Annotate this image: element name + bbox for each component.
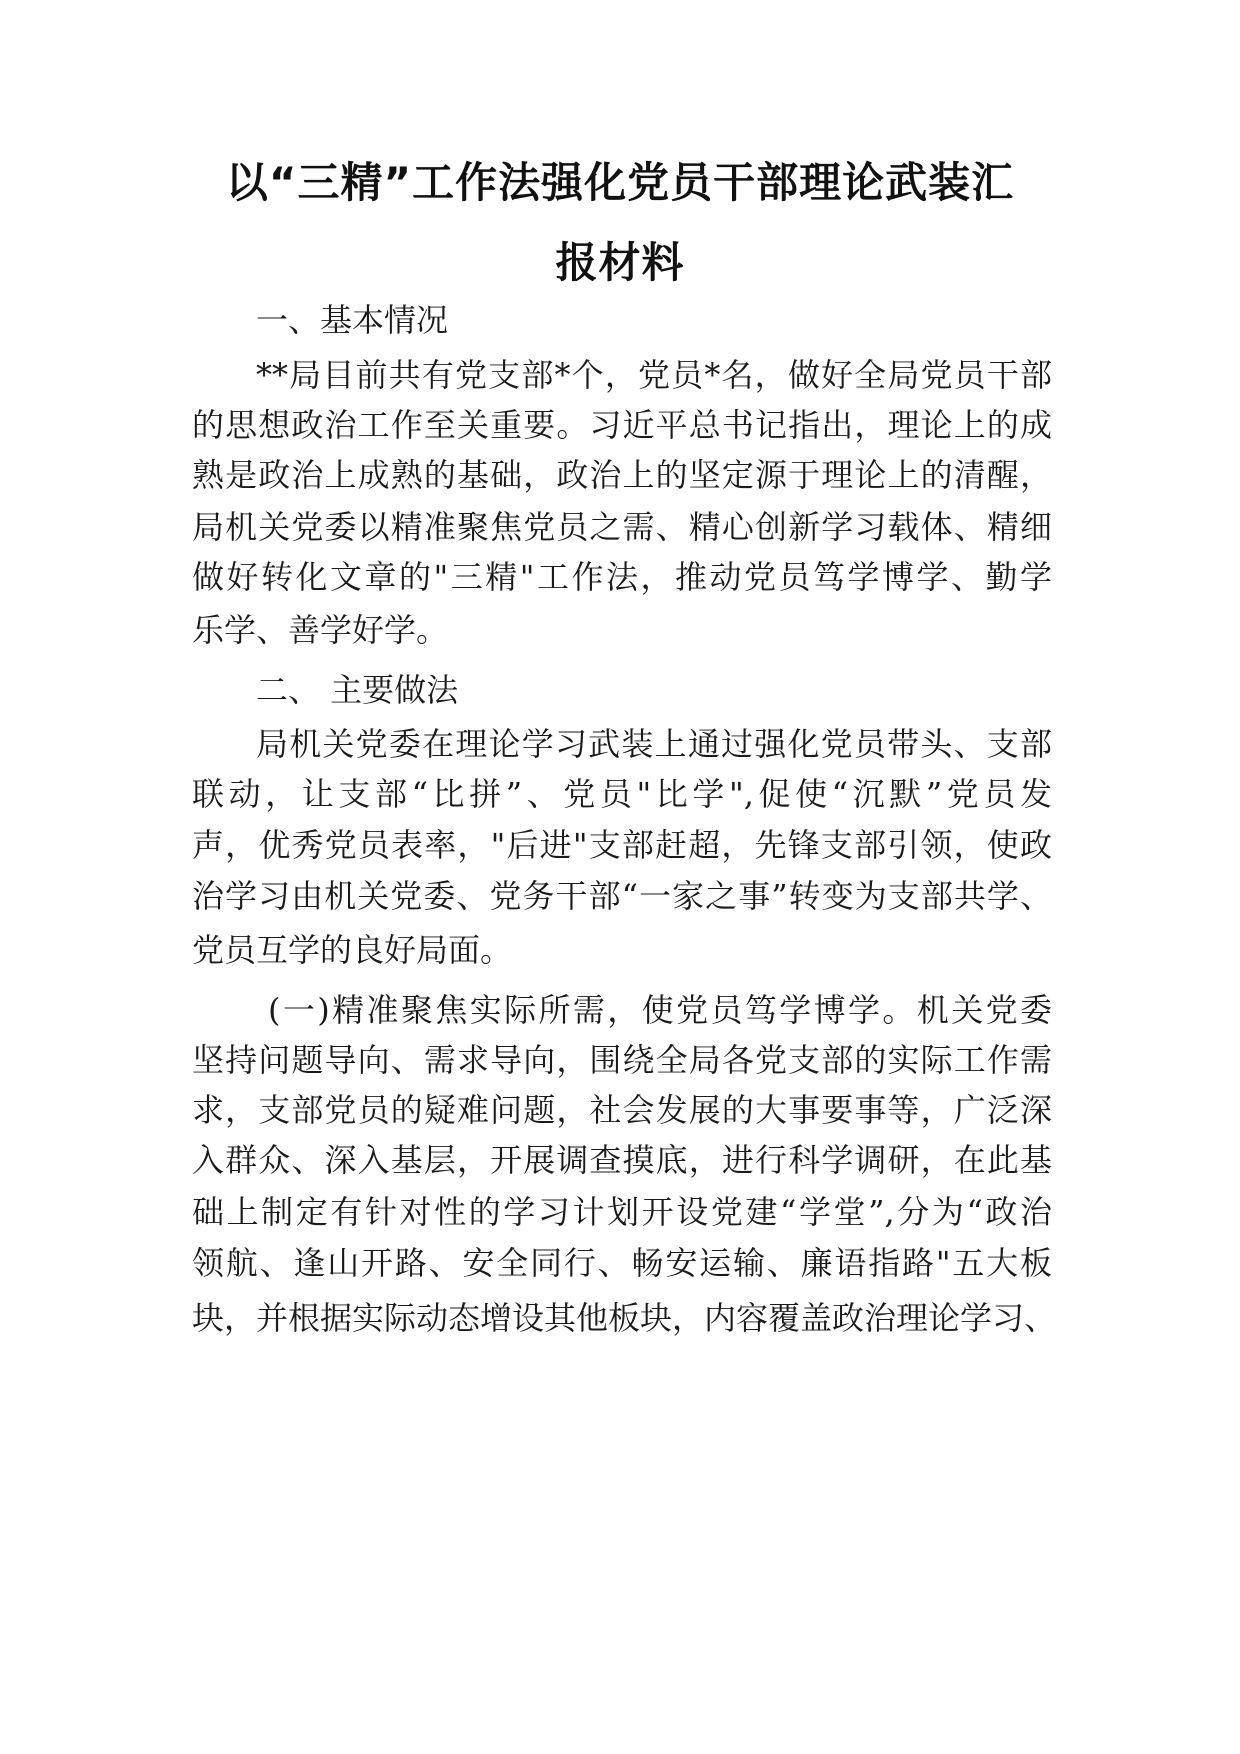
paragraph-line: 乐学、善学好学。: [192, 611, 449, 649]
paragraph-line: 党员互学的良好局面。: [192, 931, 513, 969]
section-heading-methods: 二、 主要做法: [256, 671, 459, 709]
paragraph-line: 治学习由机关党委、党务干部“一家之事”转变为支部共学、: [192, 877, 1052, 915]
paragraph-line: 础上制定有针对性的学习计划开设党建“学堂”,分为“政治: [192, 1193, 1052, 1231]
paragraph-line: 局机关党委在理论学习武装上通过强化党员带头、支部: [256, 725, 1052, 763]
document-title-line-2: 报材料: [555, 238, 685, 287]
paragraph-line: 局机关党委以精准聚焦党员之需、精心创新学习载体、精细: [192, 508, 1052, 546]
paragraph-line: 联动，让支部“比拼”、党员"比学",促使“沉默”党员发: [192, 775, 1052, 813]
paragraph-line: 做好转化文章的"三精"工作法，推动党员笃学博学、勤学: [192, 558, 1052, 596]
paragraph-line: 熟是政治上成熟的基础，政治上的坚定源于理论上的清醒，: [192, 456, 1052, 494]
paragraph-line: 入群众、深入基层，开展调查摸底，进行科学调研，在此基: [192, 1141, 1052, 1179]
subsection-line: (一)精准聚焦实际所需，使党员笃学博学。机关党委: [268, 991, 1052, 1029]
paragraph-line: **局目前共有党支部*个，党员*名，做好全局党员干部: [256, 356, 1052, 394]
paragraph-line: 的思想政治工作至关重要。习近平总书记指出，理论上的成: [192, 406, 1052, 444]
document-title-line-1: 以“三精”工作法强化党员干部理论武装汇: [225, 158, 1015, 207]
paragraph-line: 领航、逢山开路、安全同行、畅安运输、廉语指路"五大板: [192, 1244, 1052, 1282]
paragraph-line: 块，并根据实际动态增设其他板块，内容覆盖政治理论学习、: [192, 1299, 1057, 1337]
paragraph-line: 求，支部党员的疑难问题，社会发展的大事要事等，广泛深: [192, 1091, 1052, 1129]
section-heading-basic: 一、基本情况: [256, 301, 449, 339]
paragraph-line: 坚持问题导向、需求导向，围绕全局各党支部的实际工作需: [192, 1041, 1052, 1079]
paragraph-line: 声，优秀党员表率，"后进"支部赶超，先锋支部引领，使政: [192, 826, 1052, 864]
